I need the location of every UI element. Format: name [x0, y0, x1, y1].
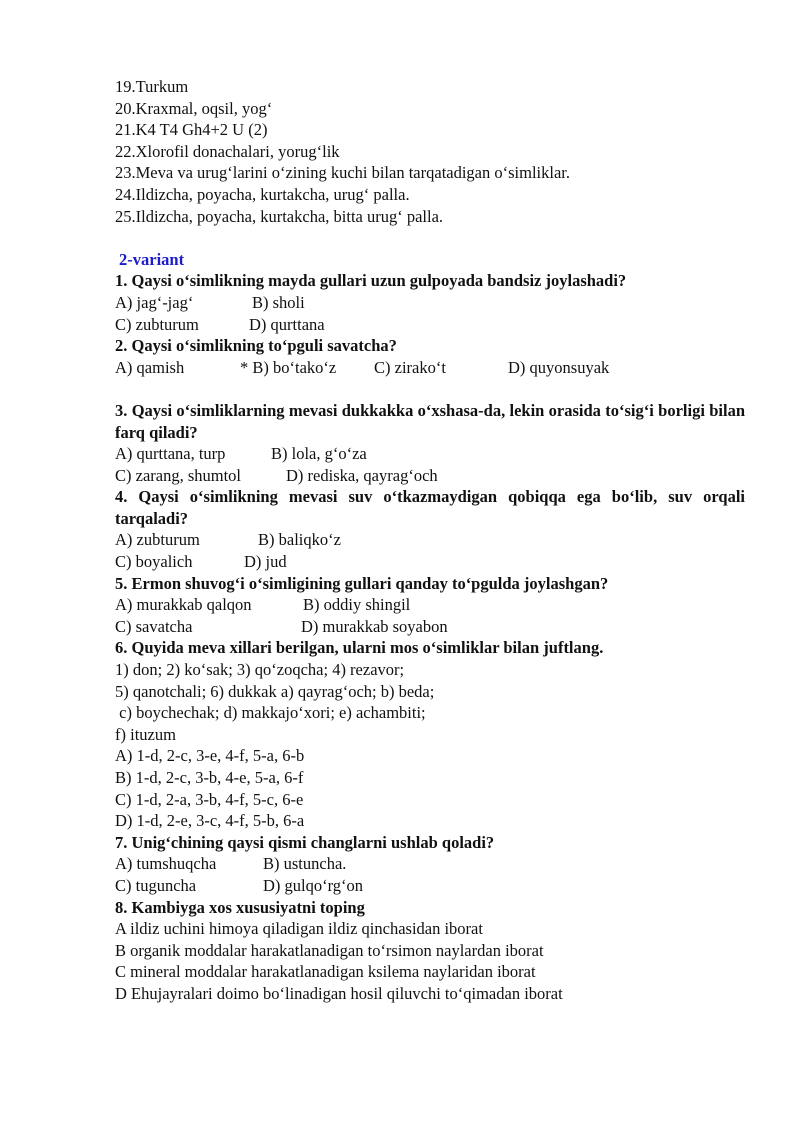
option-row — [115, 853, 745, 875]
question-8: 8. Kambiyga xos xususiyatni toping — [115, 897, 365, 917]
option-a: A) qamish — [115, 357, 185, 377]
option-d: D) rediska, qayrag‘och — [286, 465, 438, 485]
option-b: B) oddiy shingil — [303, 595, 411, 615]
option-c: C) zarang, shumtol — [115, 465, 242, 485]
question-2: 2. Qaysi o‘simlikning to‘pguli savatcha? — [115, 336, 397, 356]
question-3: 3. Qaysi o‘simliklarning mevasi dukkakka o‘xshasa-da, lekin orasida to‘sig‘i borligi bilan farq qiladi? — [115, 400, 745, 442]
option-d: D) 1-d, 2-e, 3-c, 4-f, 5-b, 6-a — [115, 811, 305, 831]
answer-line: 20.Kraxmal, oqsil, yog‘ — [115, 98, 273, 118]
option-d: D) qurttana — [249, 314, 325, 334]
option-a: A) murakkab qalqon — [115, 595, 252, 615]
answer-line: 23.Meva va urug‘larini o‘zining kuchi bilan tarqatadigan o‘simliklar. — [115, 163, 570, 183]
question-6-line: f) ituzum — [115, 724, 176, 744]
option-row — [115, 529, 745, 551]
answer-line: 19.Turkum — [115, 77, 189, 96]
answer-line: 24.Ildizcha, poyacha, kurtakcha, urug‘ palla. — [115, 184, 410, 204]
option-c: C) zubturum — [115, 314, 199, 334]
question-6-line: 5) qanotchali; 6) dukkak a) qayrag‘och; b) beda; — [115, 681, 435, 701]
variant-title: 2-variant — [119, 249, 185, 269]
question-6-line: c) boychechak; d) makkajo‘xori; e) achambiti; — [115, 703, 426, 723]
option-row — [115, 616, 745, 638]
option-d: D) gulqo‘rg‘on — [263, 875, 364, 895]
option-b: B) ustuncha. — [263, 854, 347, 874]
option-b: B) sholi — [252, 292, 305, 312]
option-a: A) 1-d, 2-c, 3-e, 4-f, 5-a, 6-b — [115, 746, 305, 766]
option-row — [115, 551, 745, 573]
option-a: A) zubturum — [115, 530, 200, 550]
option-row — [115, 594, 745, 616]
question-7: 7. Unig‘chining qaysi qismi changlarni ushlab qoladi? — [115, 832, 495, 852]
option-a: A) qurttana, turp — [115, 444, 226, 464]
document-page — [115, 76, 745, 1005]
option-c: C mineral moddalar harakatlanadigan ksilema naylaridan iborat — [115, 962, 536, 982]
option-b: * B) bo‘tako‘z — [240, 357, 337, 377]
question-6-line: 1) don; 2) ko‘sak; 3) qo‘zoqcha; 4) rezavor; — [115, 660, 405, 680]
option-row — [115, 465, 745, 487]
option-a: A ildiz uchini himoya qiladigan ildiz qinchasidan iborat — [115, 919, 483, 939]
option-d: D) jud — [244, 552, 287, 572]
option-a: A) jag‘-jag‘ — [115, 292, 194, 312]
option-row — [115, 314, 745, 336]
option-c: C) tuguncha — [115, 875, 197, 895]
option-row — [115, 875, 745, 897]
option-c: C) zirako‘t — [374, 357, 446, 377]
option-b: B) 1-d, 2-c, 3-b, 4-e, 5-a, 6-f — [115, 768, 304, 787]
option-b: B) lola, g‘o‘za — [271, 444, 367, 464]
option-c: C) savatcha — [115, 616, 193, 636]
answer-line: 25.Ildizcha, poyacha, kurtakcha, bitta urug‘ palla. — [115, 206, 444, 226]
question-6: 6. Quyida meva xillari berilgan, ularni mos o‘simliklar bilan juftlang. — [115, 638, 604, 658]
option-a: A) tumshuqcha — [115, 854, 217, 874]
option-b: B) baliqko‘z — [258, 530, 341, 550]
option-d: D) murakkab soyabon — [301, 616, 448, 636]
question-1: 1. Qaysi o‘simlikning mayda gullari uzun gulpoyada bandsiz joylashadi? — [115, 271, 627, 291]
option-row — [115, 443, 745, 465]
answer-line: 21.K4 T4 Gh4+2 U (2) — [115, 120, 268, 140]
answer-line: 22.Xlorofil donachalari, yorug‘lik — [115, 141, 340, 161]
option-d: D Ehujayralari doimo bo‘linadigan hosil qiluvchi to‘qimadan iborat — [115, 983, 563, 1003]
option-c: C) 1-d, 2-a, 3-b, 4-f, 5-c, 6-e — [115, 789, 304, 809]
question-5: 5. Ermon shuvog‘i o‘simligining gullari qanday to‘pgulda joylashgan? — [115, 573, 609, 593]
option-row — [115, 292, 745, 314]
option-d: D) quyonsuyak — [508, 357, 610, 377]
question-4: 4. Qaysi o‘simlikning mevasi suv o‘tkazmaydigan qobiqqa ega bo‘lib, suv orqali tarqaladi? — [115, 487, 745, 528]
option-c: C) boyalich — [115, 552, 193, 572]
option-b: B organik moddalar harakatlanadigan to‘rsimon naylardan iborat — [115, 940, 544, 960]
option-row — [115, 357, 745, 379]
blank-line — [115, 378, 745, 400]
blank-line — [115, 227, 745, 249]
